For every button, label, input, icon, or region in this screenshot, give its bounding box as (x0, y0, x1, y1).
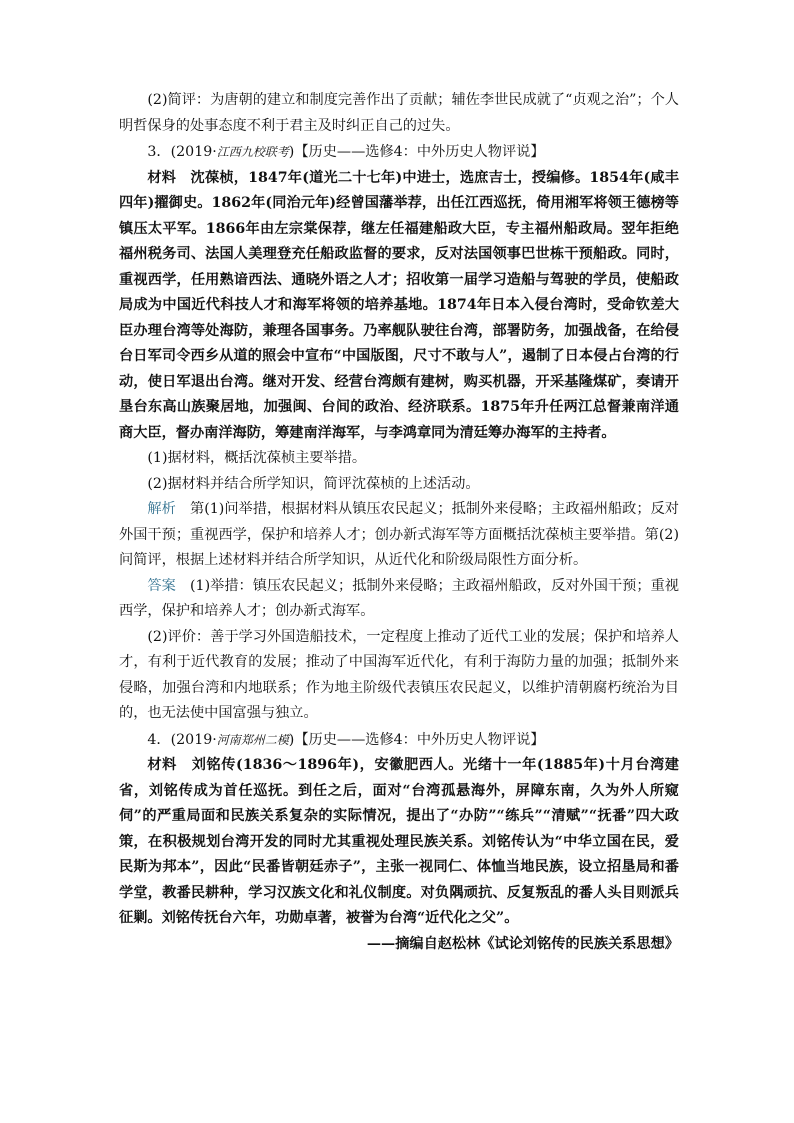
q3-analysis (119, 497, 679, 574)
q4-material-text: 刘铭传(1836～1896年)，安徽肥西人。光绪十一年(1885年)十月台湾建省，刘铭传成为首任巡抚。到任之后，面对“台湾孤悬海外，屏障东南，久为外人所窥伺”的严重局面和民族关系复杂的实际情况，提出了“办防”“练兵”“清赋”“抚番”四大政策，在积极规划台湾开发的同时尤其重视处理民族关系。刘铭传认为“中华立国在民，爱民斯为邦本”，因此“民番皆朝廷赤子”，主张一视同仁、体恤当地民族，设立招垦局和番学堂，教番民耕种，学习汉族文化和礼仪制度。对负隅顽抗、反复叛乱的番人头目则派兵征剿。刘铭传抚台六年，功勋卓著，被誉为台湾“近代化之父”。 (119, 757, 679, 926)
q3-answer-label: 答案 (147, 577, 176, 594)
q3-year-close: ) (288, 144, 295, 160)
q3-answer-evaluation: (2)评价：善于学习外国造船技术，一定程度上推动了近代工业的发展；保护和培养人才，有利于近代教育的发展；推动了中国海军近代化，有利于海防力量的加强；抵制外来侵略，加强台湾和内地联系；作为地主阶级代表镇压农民起义，以维护清朝腐朽统治为目的，也无法使中国富强与独立。 (119, 628, 679, 721)
q4-source: 河南郑州二模 (216, 732, 289, 747)
q3-topic: 【历史——选修4：中外历史人物评说】 (294, 144, 545, 160)
q3-answer-text-1: (1)举措：镇压农民起义；抵制外来侵略；主政福州船政，反对外国干预；重视西学，保护和培养人才；创办新式海军。 (119, 577, 679, 619)
q3-source: 江西九校联考 (216, 145, 289, 159)
q4-material-label: 材料 (147, 757, 177, 773)
q4-citation: ——摘编自赵松林《试论刘铭传的民族关系思想》 (366, 935, 679, 952)
q3-analysis-text: 第(1)问举措，根据材料从镇压农民起义；抵制外来侵略；主政福州船政；反对外国干预；重视西学，保护和培养人才；创办新式海军等方面概括沈葆桢主要举措。第(2)问简评，根据上述材料并结合所学知识，从近代化和阶级局限性方面分析。 (119, 501, 679, 568)
q3-header (119, 140, 679, 166)
q3-question-2: (2)据材料并结合所学知识，简评沈葆桢的上述活动。 (147, 475, 480, 492)
q3-material-label: 材料 (147, 169, 177, 186)
q3-analysis-label: 解析 (147, 501, 176, 517)
document-page (119, 88, 679, 957)
q3-number: 3． (147, 144, 171, 160)
q3-material (119, 166, 679, 447)
q4-number: 4． (147, 731, 171, 748)
q3-material-text: 沈葆桢，1847年(道光二十七年)中进士，选庶吉士，授编修。1854年(咸丰四年)擢御史。1862年(同治元年)经曾国藩举荐，出任江西巡抚，倚用湘军将领王德榜等镇压太平军。1866年由左宗棠保荐，继左任福建船政大臣，专主福州船政局。翌年拒绝福州税务司、法国人美理登充任船政监督的要求，反对法国领事巴世栋干预船政。同时，重视西学，任用熟谙西法、通晓外语之人才；招收第一届学习造船与驾驶的学员，使船政局成为中国近代科技人才和海军将领的培养基地。1874年日本入侵台湾时，受命钦差大臣办理台湾等处海防，兼理各国事务。乃率舰队驶往台湾，部署防务，加强战备，在给侵台日军司令西乡从道的照会中宣布“中国版图，尺寸不敢与人”，遏制了日本侵占台湾的行动，使日军退出台湾。继对开发、经营台湾颇有建树，购买机器，开采基隆煤矿，奏请开垦台东高山族聚居地，加强闽、台间的政治、经济联系。1875年升任两江总督兼南洋通商大臣，督办南洋海防，筹建南洋海军，与李鸿章同为清廷筹办海军的主持者。 (119, 169, 679, 441)
q4-year: (2019· (170, 731, 217, 748)
q3-question-1: (1)据材料，概括沈葆桢主要举措。 (147, 450, 367, 466)
q4-header (119, 728, 679, 754)
q3-answer (119, 574, 679, 625)
q4-material (119, 753, 679, 932)
q2-comment-paragraph: (2)简评：为唐朝的建立和制度完善作出了贡献；辅佐李世民成就了“贞观之治”；个人明哲保身的处事态度不利于君主及时纠正自己的过失。 (119, 92, 679, 134)
q3-year: (2019· (170, 144, 217, 160)
q4-year-close: ) (288, 731, 295, 748)
q4-topic: 【历史——选修4：中外历史人物评说】 (294, 731, 545, 748)
